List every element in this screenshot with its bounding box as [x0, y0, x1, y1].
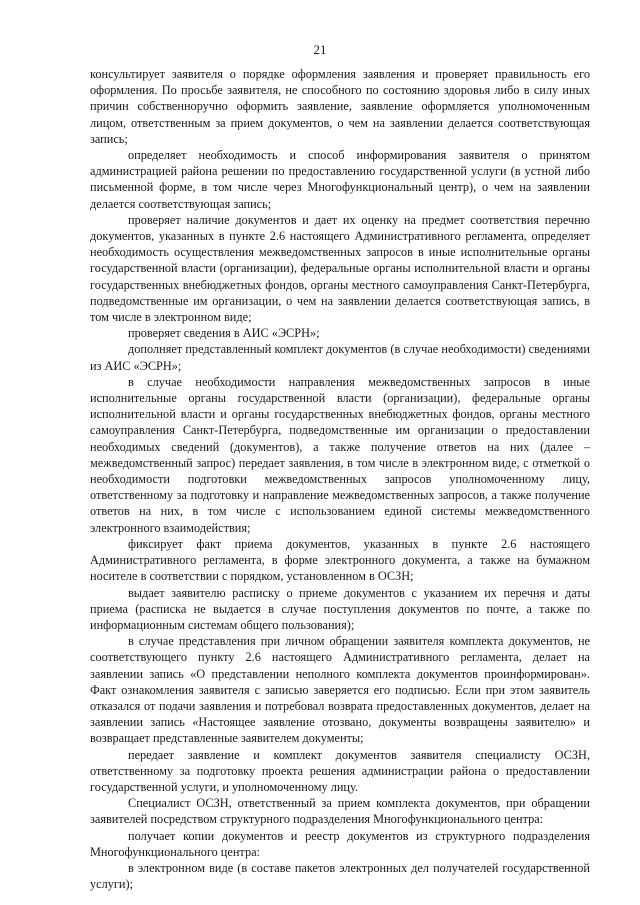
paragraph-informing-method: определяет необходимость и способ информирования заявителя о принятом администрацией района решении по предоставлению государственной услуги (в устной либо письменной форме, в том числе через Многофункциональный центр), о чем на заявлении делается соответствующая запись; [90, 148, 590, 211]
paragraph-issue-receipt: выдает заявителю расписку о приеме документов с указанием их перечня и даты приема (расписка не выдается в случае поступления документов по почте, а также по информационным системам общего пользования); [90, 585, 590, 632]
paragraph-supplement-aisesrn: дополняет представленный комплект документов (в случае необходимости) сведениями из АИС «ЭСРН»; [90, 342, 590, 373]
paragraph-interagency-requests: в случае необходимости направления межведомственных запросов в иные исполнительные органы государственной власти (организации), федеральные органы исполнительной власти и органы государственных внебюджетных фондов, органы местного самоуправления Санкт-Петербурга, подведомственные им организации о предоставлении необходимых сведений (документов), а также получение ответов на них (далее – межведомственный запрос) передает заявления, в том числе в электронном виде, с отметкой о необходимости подготовки межведомственных запросов уполномоченному лицу, ответственному за подготовку и направление межведомственных запросов, а также получение ответов на них, в том числе с использованием единой системы межведомственного электронного взаимодействия; [90, 374, 590, 535]
page-number: 21 [313, 42, 327, 57]
paragraph-verify-aisesrn: проверяет сведения в АИС «ЭСРН»; [128, 326, 320, 341]
paragraph-transfer-to-specialist: передает заявление и комплект документов заявителя специалисту ОСЗН, ответственному за подготовку проекта решения администрации района о предоставлении государственной услуги, и уполномоченному лицу. [90, 747, 590, 794]
paragraph-record-receipt: фиксирует факт приема документов, указанных в пункте 2.6 настоящего Административного регламента, в форме электронного документа, а также на бумажном носителе в соответствии с порядком, установленном в ОСЗН; [90, 536, 590, 584]
paragraph-specialist-mfc: Специалист ОСЗН, ответственный за прием комплекта документов, при обращении заявителей посредством структурного подразделения Многофункционального центра: [90, 796, 590, 827]
paragraph-incomplete-package: в случае представления при личном обращении заявителя комплекта документов, не соответствующего пункту 2.6 настоящего Административного регламента, делает на заявлении запись «О представлении неполного комплекта документов проинформирован». Факт ознакомления заявителя с записью заверяется его подписью. Если при этом заявитель отказался от подачи заявления и потребовал возврата предоставленных документов, делает на заявлении запись «Настоящее заявление отозвано, документы возвращены заявителю» и возвращает представленные заявителем документы; [90, 634, 590, 746]
paragraph-receives-copies: получает копии документов и реестр документов из структурного подразделения Многофункционального центра: [90, 828, 590, 859]
document-body [90, 66, 590, 892]
paragraph-document-check: проверяет наличие документов и дает их оценку на предмет соответствия перечню документов, указанных в пункте 2.6 настоящего Административного регламента, определяет необходимость осуществления межведомственных запросов в иные исполнительные органы государственной власти (организации), федеральные органы исполнительной власти и органы государственных внебюджетных фондов, органы местного самоуправления Санкт-Петербурга, подведомственные им организации, о чем на заявлении делается соответствующая запись, в том числе в электронном виде; [90, 212, 590, 325]
paragraph-electronic-form: в электронном виде (в составе пакетов электронных дел получателей государственной услуги); [90, 860, 590, 892]
paragraph-consults-applicant: консультирует заявителя о порядке оформления заявления и проверяет правильность его оформления. По просьбе заявителя, не способного по состоянию здоровья либо в силу иных причин собственноручно оформить заявление, заявление оформляется уполномоченным лицом, ответственным за прием документов, о чем на заявлении делается соответствующая запись; [90, 67, 590, 146]
